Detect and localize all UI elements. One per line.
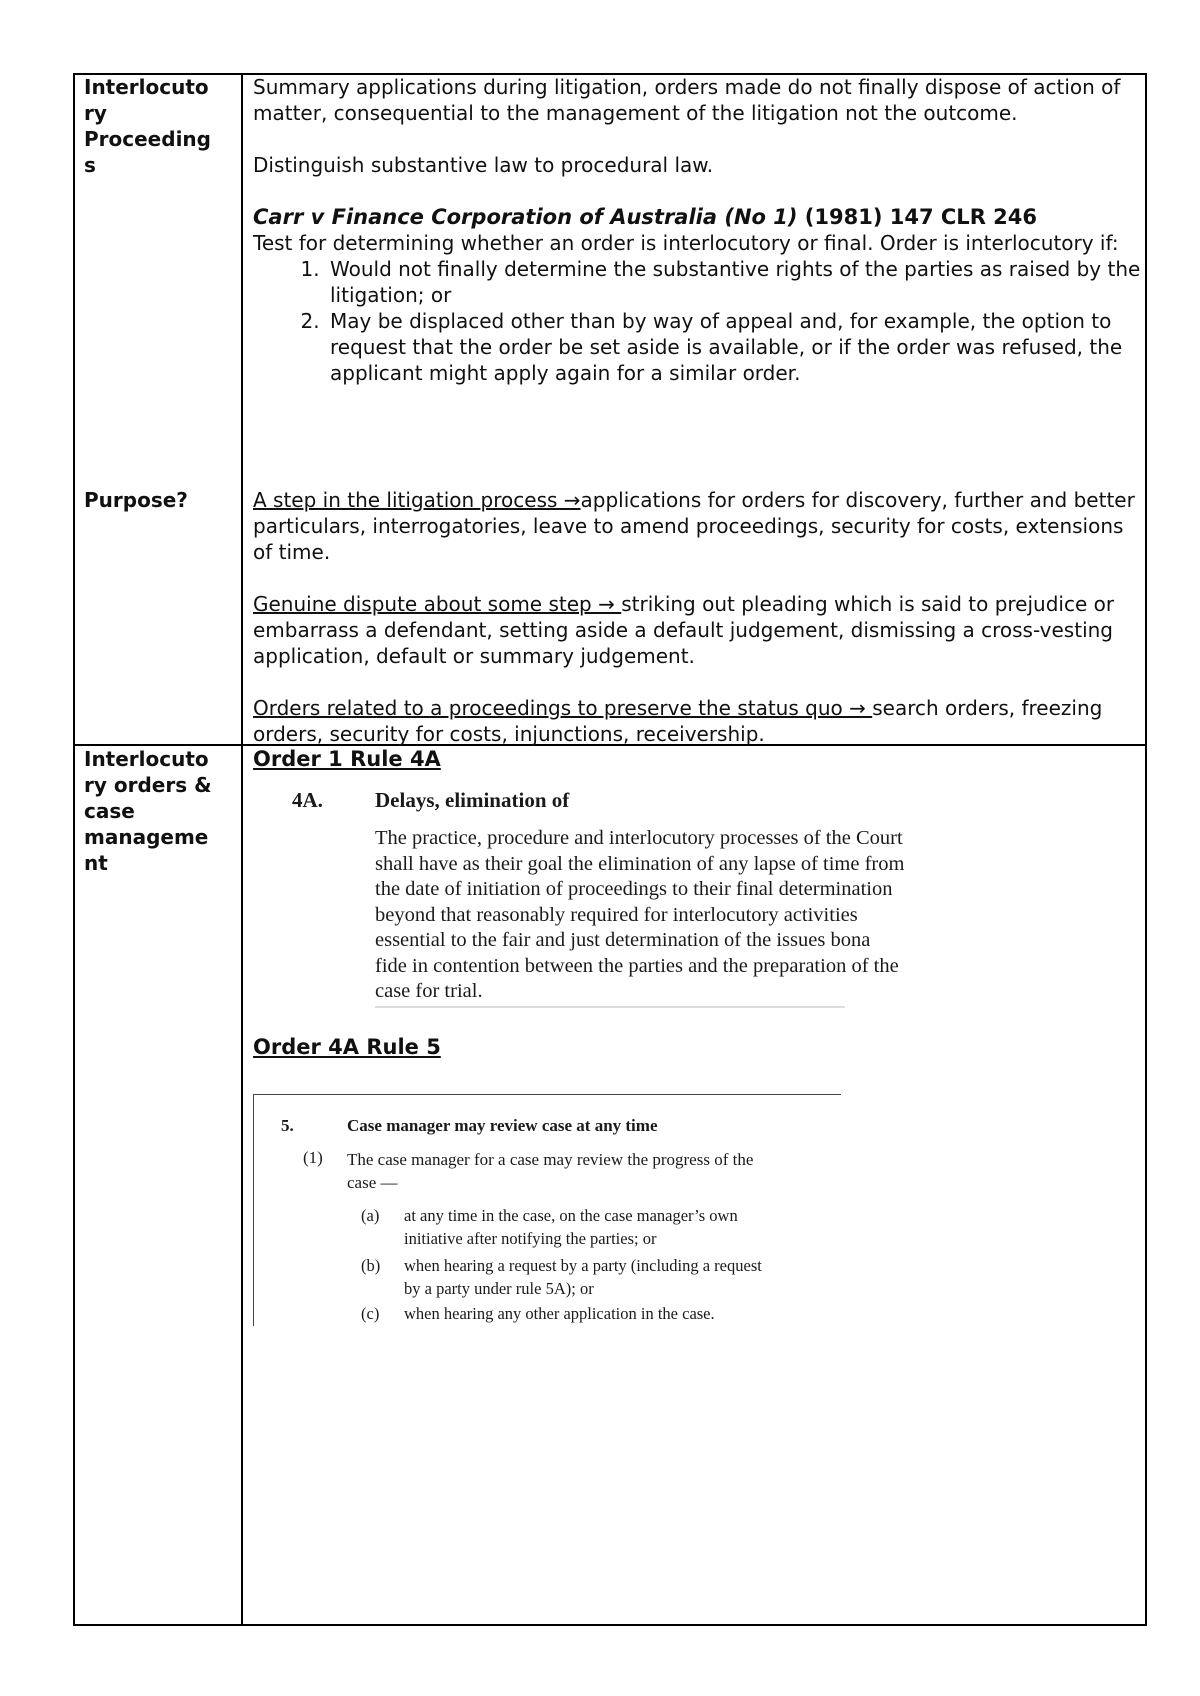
rule-4a-line: essential to the fair and just determination of the issues bona (375, 929, 871, 951)
clip-fade-line (375, 1006, 845, 1008)
rule-4a-body (375, 826, 975, 1005)
row2-label-line: manageme (84, 825, 209, 849)
rule-5-number: 5. (281, 1116, 294, 1135)
case-reference: (1981) 147 CLR 246 (804, 205, 1038, 229)
clip-border-left (253, 1094, 254, 1326)
row1-label-line: Interlocuto (84, 75, 209, 99)
purpose-label-text: Purpose? (84, 488, 188, 512)
row1-content (253, 74, 1143, 386)
order4a-heading-wrap (253, 1034, 1143, 1060)
rule-4a-line: beyond that reasonably required for interlocutory activities (375, 903, 858, 926)
rule-4a-excerpt (253, 782, 973, 1012)
row1-label-line: Proceeding (84, 127, 211, 151)
rule-4a-number: 4A. (292, 788, 323, 812)
order1-heading-wrap (253, 746, 1143, 772)
order4a-heading: Order 4A Rule 5 (253, 1035, 441, 1059)
rule-5-sub-label: (1) (303, 1148, 323, 1167)
test-item: 1. Would not finally determine the substantive rights of the parties as raised by the litigation; or (326, 256, 1143, 308)
rule-5-item-label: (a) (361, 1206, 380, 1225)
case-name: Carr v Finance Corporation of Australia (No 1) (253, 205, 798, 229)
rule-5-title: Case manager may review case at any time (347, 1116, 658, 1135)
table-border-bottom (73, 1624, 1147, 1626)
purpose-label (84, 487, 234, 513)
rule-5-item-text (404, 1302, 804, 1325)
rule-4a-line: The practice, procedure and interlocutory processes of the Court (375, 827, 903, 849)
purpose-heading: Orders related to a proceedings to preserve the status quo → (253, 696, 873, 720)
rule-4a-line: case for trial. (375, 980, 483, 1002)
rule-4a-line: fide in contention between the parties and the preparation of the (375, 954, 899, 977)
intro-paragraph: Summary applications during litigation, orders made do not finally dispose of action of matter, consequential to the management of the litigation not the outcome. (253, 75, 1121, 125)
distinguish-paragraph: Distinguish substantive law to procedural law. (253, 153, 714, 177)
purpose-item (253, 591, 1143, 669)
rule-4a-title: Delays, elimination of (375, 788, 570, 812)
rule-5-item-line: by a party under rule 5A); or (404, 1279, 594, 1298)
test-list (253, 256, 1143, 386)
rule-5-item-line: when hearing any other application in the case. (404, 1304, 715, 1323)
row2-label-line: Interlocuto (84, 747, 209, 771)
row2-label (84, 746, 234, 876)
row1-label-line: ry (84, 101, 107, 125)
row2-label-line: ry orders & (84, 773, 212, 797)
purpose-content (253, 487, 1143, 747)
rule-4a-line: the date of initiation of proceedings to their final determination (375, 878, 893, 900)
purpose-heading: Genuine dispute about some step → (253, 592, 622, 616)
row1-label-line: s (84, 153, 96, 177)
rule-5-sub-line: case — (347, 1173, 398, 1192)
table-border-right (1145, 73, 1147, 1626)
purpose-text: striking out pleading which is said to prejudice or embarrass a defendant, setting aside a default judgement, dismissing a cross-vesting application, default or summary judgement. (253, 592, 1115, 668)
rule-5-item-line: at any time in the case, on the case manager’s own (404, 1206, 738, 1225)
row2-label-line: nt (84, 851, 108, 875)
rule-5-excerpt (253, 1094, 843, 1326)
purpose-heading: A step in the litigation process → (253, 488, 581, 512)
rule-5-item-text (404, 1204, 804, 1250)
rule-5-sub-line: The case manager for a case may review the progress of the (347, 1150, 754, 1169)
purpose-text: applications for orders for discovery, further and better particulars, interrogatories, leave to amend proceedings, security for costs, extensions of time. (253, 488, 1135, 564)
rule-5-item-label: (b) (361, 1256, 381, 1275)
rule-5-item-line: initiative after notifying the parties; or (404, 1229, 657, 1248)
rule-4a-line: shall have as their goal the elimination of any lapse of time from (375, 852, 905, 875)
row1-label (84, 74, 234, 178)
test-item: 2. May be displaced other than by way of appeal and, for example, the option to request that the order be set aside is available, or if the order was refused, the applicant might apply again for a similar order. (326, 308, 1143, 386)
rule-5-item-label: (c) (361, 1304, 380, 1323)
purpose-item (253, 487, 1143, 565)
order1-heading: Order 1 Rule 4A (253, 747, 441, 771)
row2-label-line: case (84, 799, 135, 823)
rule-5-sub-text (347, 1148, 807, 1194)
table-border-left (73, 73, 75, 1626)
test-intro: Test for determining whether an order is interlocutory or final. Order is interlocutory if: (253, 231, 1119, 255)
purpose-text: search orders, freezing orders, security for costs, injunctions, receivership. (253, 696, 1103, 746)
rule-5-item-line: when hearing a request by a party (including a request (404, 1256, 762, 1275)
table-divider-col (241, 73, 243, 1626)
purpose-item (253, 695, 1143, 747)
case-citation (253, 204, 1143, 230)
rule-5-item-text (404, 1254, 804, 1300)
clip-border-top (253, 1094, 841, 1095)
